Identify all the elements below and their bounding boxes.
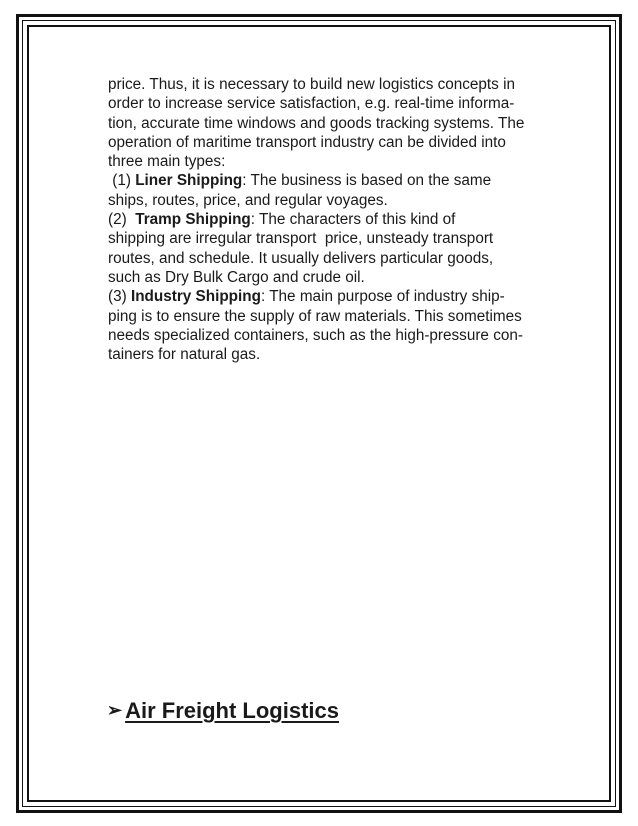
item-line: needs specialized containers, such as the high-pressure con-	[108, 326, 523, 344]
paragraph-line: operation of maritime transport industry can be divided into	[108, 133, 506, 151]
arrow-bullet-icon: ➢	[107, 700, 123, 720]
item-number: (1)	[108, 172, 136, 190]
paragraph-line: three main types:	[108, 153, 226, 171]
body-text	[108, 75, 568, 364]
item-number: (3)	[108, 288, 131, 306]
list-item-liner-shipping	[108, 171, 568, 190]
item-line: such as Dry Bulk Cargo and crude oil.	[108, 268, 365, 286]
item-line: ping is to ensure the supply of raw materials. This sometimes	[108, 307, 522, 325]
item-number: (2)	[108, 211, 136, 229]
item-term: Industry Shipping	[130, 288, 261, 306]
paragraph-line: tion, accurate time windows and goods tracking systems. The	[108, 114, 525, 132]
item-term: Tramp Shipping	[135, 211, 251, 229]
item-line: tainers for natural gas.	[108, 346, 261, 364]
item-line: routes, and schedule. It usually delivers particular goods,	[108, 249, 494, 267]
paragraph-line: price. Thus, it is necessary to build new logistics concepts in	[108, 76, 515, 93]
item-description: : The main purpose of industry ship-	[260, 288, 505, 306]
list-item-tramp-shipping	[108, 210, 568, 229]
item-line: shipping are irregular transport price, unsteady transport	[108, 230, 494, 248]
section-heading	[107, 698, 339, 724]
list-item-industry-shipping	[108, 287, 568, 306]
item-term: Liner Shipping	[135, 172, 243, 190]
item-line: ships, routes, price, and regular voyages.	[108, 191, 388, 209]
section-heading-text: Air Freight Logistics	[125, 698, 340, 723]
item-description: : The business is based on the same	[242, 172, 492, 190]
item-description: : The characters of this kind of	[250, 211, 456, 229]
paragraph-line: order to increase service satisfaction, e.g. real-time informa-	[108, 95, 515, 113]
